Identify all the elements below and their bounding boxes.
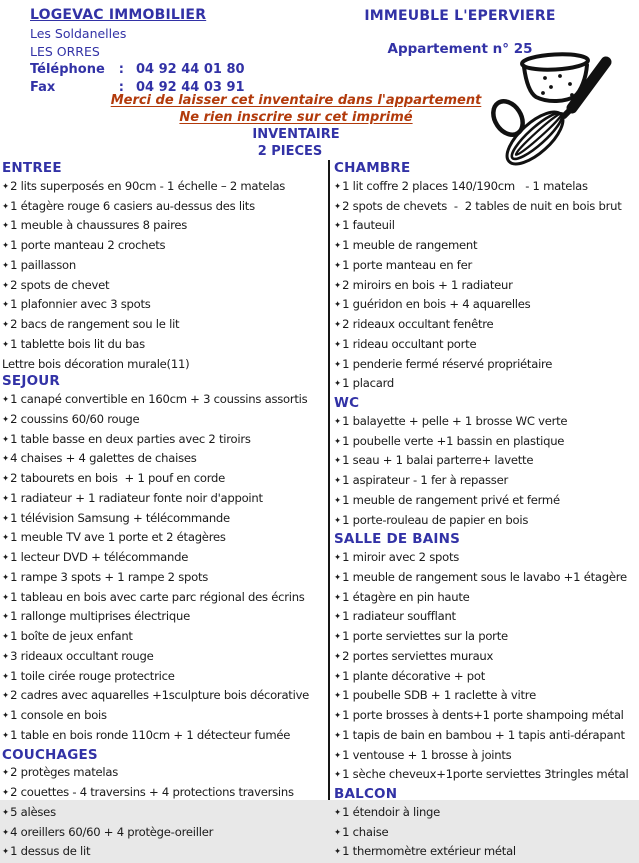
- bullet-icon: ✦: [334, 750, 342, 761]
- bullet-icon: ✦: [2, 474, 10, 484]
- inventory-item: [2, 824, 328, 844]
- inventory-item: [334, 727, 639, 747]
- bullet-icon: ✦: [334, 241, 342, 251]
- bullet-icon: ✦: [334, 651, 342, 662]
- inventory-item: [334, 824, 639, 844]
- inventory-item: [334, 843, 639, 863]
- inventory-item: [2, 804, 328, 824]
- inventory-item: [2, 529, 328, 549]
- inventory-item: [2, 549, 328, 569]
- bullet-icon: ✦: [2, 592, 10, 603]
- bullet-icon: ✦: [334, 300, 342, 311]
- item-text: 1 tablette bois lit du bas: [10, 336, 145, 351]
- item-text: 1 poubelle SDB + 1 raclette à vitre: [342, 688, 536, 703]
- item-text: 1 table basse en deux parties avec 2 tiroirs: [10, 431, 251, 446]
- item-text: 2 protèges matelas: [10, 765, 118, 780]
- inventory-item: [334, 707, 639, 727]
- section-heading: SALLE DE BAINS: [334, 531, 461, 548]
- item-text: 1 boîte de jeux enfant: [10, 629, 133, 643]
- item-text: 1 thermomètre extérieur métal: [342, 844, 516, 859]
- bullet-icon: ✦: [334, 476, 342, 486]
- phone-label: Téléphone :: [30, 62, 124, 77]
- item-text: 3 rideaux occultant rouge: [10, 648, 154, 663]
- inventory-item: [2, 628, 328, 648]
- bullet-icon: ✦: [334, 221, 342, 232]
- inventory-item: [334, 277, 639, 297]
- inventory-item: [334, 198, 639, 218]
- inventory-item: [334, 237, 639, 257]
- item-text: 1 toile cirée rouge protectrice: [10, 668, 175, 683]
- item-text: 2 cadres avec aquarelles +1sculpture bois décorative: [10, 688, 310, 703]
- item-text: 1 tapis de bain en bambou + 1 tapis anti-dérapant: [342, 727, 625, 742]
- item-text: 4 chaises + 4 galettes de chaises: [10, 451, 197, 466]
- phone-row: [30, 61, 245, 79]
- bullet-icon: ✦: [334, 632, 342, 642]
- item-text: 2 tabourets en bois + 1 pouf en corde: [10, 471, 226, 485]
- item-text: 2 bacs de rangement sou le lit: [10, 317, 180, 331]
- item-text: 2 couettes - 4 traversins + 4 protections traversins: [10, 785, 294, 799]
- left-column: [0, 160, 330, 859]
- inventory-item: [2, 257, 328, 277]
- inventory-item: [334, 648, 639, 668]
- inventory-item: [2, 490, 328, 510]
- item-text: 1 dessus de lit: [10, 844, 91, 859]
- inventory-item: [334, 747, 639, 767]
- bullet-icon: ✦: [334, 572, 342, 583]
- bullet-icon: ✦: [334, 416, 342, 427]
- inventory-item: [334, 336, 639, 356]
- item-text: 1 porte brosses à dents+1 porte shampoing métal: [342, 708, 624, 722]
- item-text: 1 meuble TV ave 1 porte et 2 étagères: [10, 530, 226, 545]
- bullet-icon: ✦: [2, 572, 10, 583]
- inventory-item: [2, 178, 328, 198]
- inventory-item: [2, 589, 328, 609]
- bullet-icon: ✦: [2, 493, 10, 504]
- notice-line-2: Ne rien inscrire sur cet imprimé: [179, 110, 413, 125]
- bullet-icon: ✦: [334, 847, 342, 858]
- bullet-icon: ✦: [334, 827, 342, 838]
- inventory-item: [2, 431, 328, 451]
- bullet-icon: ✦: [2, 339, 10, 350]
- bullet-icon: ✦: [334, 436, 342, 447]
- inventory-item: [334, 668, 639, 688]
- item-text: 1 chaise: [342, 824, 389, 839]
- inventory-item: [2, 569, 328, 589]
- inventory-item: [334, 452, 639, 472]
- inventory-item: [2, 648, 328, 668]
- item-text: 1 rallonge multiprises électrique: [10, 609, 190, 624]
- inventory-item: [334, 687, 639, 707]
- inventory-item: [334, 413, 639, 433]
- notices: [0, 92, 592, 126]
- item-text: 1 balayette + pelle + 1 brosse WC verte: [342, 413, 568, 428]
- inventory-item: [334, 257, 639, 277]
- document-title: INVENTAIRE: [252, 127, 340, 142]
- item-text: 1 étagère rouge 6 casiers au-dessus des lits: [10, 198, 255, 213]
- bullet-icon: ✦: [334, 320, 342, 330]
- bullet-icon: ✦: [334, 359, 342, 370]
- agency-address-line1: Les Soldanelles: [30, 26, 127, 41]
- inventory-item: [334, 316, 639, 336]
- inventory-item: [334, 472, 639, 492]
- bullet-icon: ✦: [2, 201, 10, 212]
- inventory-item: [2, 336, 328, 356]
- item-text: 2 coussins 60/60 rouge: [10, 411, 140, 426]
- item-text: 1 table en bois ronde 110cm + 1 détecteur fumée: [10, 727, 291, 742]
- item-text: 1 plante décorative + pot: [342, 668, 486, 683]
- bullet-icon: ✦: [2, 221, 10, 232]
- item-text: 1 étendoir à linge: [342, 804, 441, 819]
- item-text: 2 portes serviettes muraux: [342, 648, 494, 663]
- inventory-item: [334, 178, 639, 198]
- bullet-icon: ✦: [334, 495, 342, 506]
- agency-name: LOGEVAC IMMOBILIER: [30, 7, 207, 23]
- phone-number: 04 92 44 01 80: [136, 62, 245, 77]
- bullet-icon: ✦: [2, 691, 10, 702]
- item-text: 2 spots de chevet: [10, 277, 110, 292]
- fax-label: Fax :: [30, 80, 124, 95]
- inventory-item: [2, 784, 328, 804]
- bullet-icon: ✦: [2, 241, 10, 251]
- bullet-icon: ✦: [2, 671, 10, 682]
- item-text: 1 étagère en pin haute: [342, 589, 470, 604]
- section-heading: WC: [334, 395, 360, 411]
- item-text: 1 porte serviettes sur la porte: [342, 629, 508, 643]
- bullet-icon: ✦: [2, 730, 10, 741]
- bullet-icon: ✦: [334, 592, 342, 603]
- inventory-item: [334, 492, 639, 512]
- building-name: IMMEUBLE L'EPERVIERE: [364, 8, 556, 24]
- bullet-icon: ✦: [334, 691, 342, 702]
- inventory-item: [334, 356, 639, 376]
- bullet-icon: ✦: [334, 260, 342, 271]
- item-text: 1 sèche cheveux+1porte serviettes 3tringles métal: [342, 767, 629, 782]
- item-text: 1 ventouse + 1 brosse à joints: [342, 747, 512, 762]
- item-text: 1 miroir avec 2 spots: [342, 550, 460, 564]
- item-text: 1 paillasson: [10, 257, 76, 272]
- inventory-item: [2, 277, 328, 297]
- inventory-item: [334, 217, 639, 237]
- item-text: 1 fauteuil: [342, 218, 395, 233]
- colon: :: [118, 80, 124, 95]
- bullet-icon: ✦: [2, 260, 10, 271]
- inventory-item: [2, 764, 328, 784]
- item-text: 1 meuble de rangement: [342, 238, 478, 252]
- bullet-icon: ✦: [2, 807, 10, 818]
- inventory-item: [2, 727, 328, 747]
- item-text: 1 porte manteau en fer: [342, 257, 472, 272]
- inventory-item: [334, 628, 639, 648]
- bullet-icon: ✦: [2, 711, 10, 721]
- inventory-item: [2, 411, 328, 431]
- bullet-icon: ✦: [334, 280, 342, 291]
- item-text: 1 aspirateur - 1 fer à repasser: [342, 473, 508, 487]
- item-text: 1 rampe 3 spots + 1 rampe 2 spots: [10, 569, 209, 584]
- inventory-item: [2, 450, 328, 470]
- bullet-icon: ✦: [334, 456, 342, 467]
- bullet-icon: ✦: [2, 827, 10, 838]
- bullet-icon: ✦: [334, 770, 342, 781]
- section-heading: SEJOUR: [2, 373, 61, 390]
- item-text: 1 rideau occultant porte: [342, 336, 477, 351]
- item-text: 1 tableau en bois avec carte parc régional des écrins: [10, 589, 305, 604]
- bullet-icon: ✦: [334, 339, 342, 350]
- inventory-item: [334, 549, 639, 569]
- colon: :: [118, 62, 124, 77]
- agency-block: [30, 6, 245, 97]
- notice-line-1: Merci de laisser cet inventaire dans l'appartement: [110, 93, 482, 108]
- right-column: [330, 160, 639, 859]
- fax-number: 04 92 44 03 91: [136, 80, 245, 95]
- item-text: 1 console en bois: [10, 708, 107, 722]
- bullet-icon: ✦: [2, 847, 10, 858]
- inventory-item: [2, 316, 328, 336]
- bullet-icon: ✦: [2, 434, 10, 445]
- inventory-item: [334, 766, 639, 786]
- inventory-item: [334, 433, 639, 453]
- item-text: 5 alèses: [10, 804, 56, 819]
- bullet-icon: ✦: [334, 553, 342, 563]
- inventory-item: [2, 198, 328, 218]
- item-text: 1 penderie fermé réservé propriétaire: [342, 356, 553, 371]
- inventory-columns: [0, 160, 639, 859]
- inventory-item: [2, 707, 328, 727]
- apartment-number: Appartement n° 25: [387, 41, 533, 57]
- bullet-icon: ✦: [2, 612, 10, 623]
- item-text: 1 canapé convertible en 160cm + 3 coussins assortis: [10, 392, 308, 406]
- bullet-icon: ✦: [334, 181, 342, 192]
- bullet-icon: ✦: [2, 395, 10, 405]
- inventory-item: [2, 687, 328, 707]
- inventory-item: [334, 512, 639, 532]
- inventory-item: [2, 217, 328, 237]
- item-text: Lettre bois décoration murale(11): [2, 356, 190, 371]
- item-text: 2 spots de chevets - 2 tables de nuit en bois brut: [342, 198, 622, 213]
- inventory-item: [334, 589, 639, 609]
- bullet-icon: ✦: [2, 553, 10, 563]
- bullet-icon: ✦: [334, 515, 342, 526]
- bullet-icon: ✦: [334, 807, 342, 818]
- inventory-item: [334, 375, 639, 395]
- bullet-icon: ✦: [334, 201, 342, 212]
- bullet-icon: ✦: [334, 711, 342, 721]
- item-text: 1 radiateur + 1 radiateur fonte noir d'appoint: [10, 490, 263, 505]
- section-heading: CHAMBRE: [334, 160, 411, 176]
- inventory-item: [334, 296, 639, 316]
- bullet-icon: ✦: [2, 454, 10, 465]
- inventory-item: [2, 356, 328, 374]
- inventory-item: [2, 510, 328, 530]
- item-text: 1 porte manteau 2 crochets: [10, 238, 166, 252]
- item-text: 1 radiateur soufflant: [342, 609, 456, 624]
- bullet-icon: ✦: [2, 533, 10, 544]
- item-text: 1 meuble à chaussures 8 paires: [10, 218, 188, 233]
- inventory-item: [334, 804, 639, 824]
- inventory-item: [2, 608, 328, 628]
- inventory-item: [334, 569, 639, 589]
- item-text: 1 placard: [342, 376, 395, 391]
- section-heading: COUCHAGES: [2, 746, 98, 763]
- inventory-item: [2, 237, 328, 257]
- item-text: 1 télévision Samsung + télécommande: [10, 510, 230, 525]
- item-text: 1 meuble de rangement sous le lavabo +1 étagère: [342, 569, 627, 584]
- bullet-icon: ✦: [2, 414, 10, 425]
- bullet-icon: ✦: [2, 320, 10, 330]
- section-heading: ENTREE: [2, 160, 62, 176]
- item-text: 1 plafonnier avec 3 spots: [10, 297, 151, 312]
- item-text: 2 lits superposés en 90cm - 1 échelle – 2 matelas: [10, 178, 286, 193]
- bullet-icon: ✦: [2, 513, 10, 524]
- bullet-icon: ✦: [2, 181, 10, 192]
- item-text: 2 miroirs en bois + 1 radiateur: [342, 277, 513, 292]
- item-text: 1 meuble de rangement privé et fermé: [342, 492, 560, 507]
- inventory-item: [2, 470, 328, 490]
- bullet-icon: ✦: [2, 768, 10, 779]
- section-heading: BALCON: [334, 786, 398, 802]
- inventory-item: [2, 296, 328, 316]
- agency-address-line2: LES ORRES: [30, 44, 100, 59]
- item-text: 1 lit coffre 2 places 140/190cm - 1 matelas: [342, 178, 588, 193]
- bullet-icon: ✦: [2, 651, 10, 662]
- item-text: 1 poubelle verte +1 bassin en plastique: [342, 433, 565, 448]
- inventory-item: [2, 668, 328, 688]
- inventory-item: [334, 608, 639, 628]
- item-text: 4 oreillers 60/60 + 4 protège-oreiller: [10, 824, 214, 839]
- item-text: 1 porte-rouleau de papier en bois: [342, 512, 529, 527]
- inventory-item: [2, 843, 328, 863]
- bullet-icon: ✦: [2, 632, 10, 642]
- bullet-icon: ✦: [2, 280, 10, 291]
- item-text: 1 lecteur DVD + télécommande: [10, 550, 189, 564]
- bullet-icon: ✦: [334, 671, 342, 682]
- bullet-icon: ✦: [334, 379, 342, 390]
- bullet-icon: ✦: [334, 612, 342, 623]
- item-text: 2 rideaux occultant fenêtre: [342, 317, 494, 331]
- bullet-icon: ✦: [334, 730, 342, 741]
- bullet-icon: ✦: [2, 300, 10, 311]
- item-text: 1 guéridon en bois + 4 aquarelles: [342, 297, 531, 312]
- bullet-icon: ✦: [2, 788, 10, 798]
- inventory-item: [2, 391, 328, 411]
- document-subtitle: 2 PIECES: [257, 144, 323, 159]
- item-text: 1 seau + 1 balai parterre+ lavette: [342, 453, 534, 468]
